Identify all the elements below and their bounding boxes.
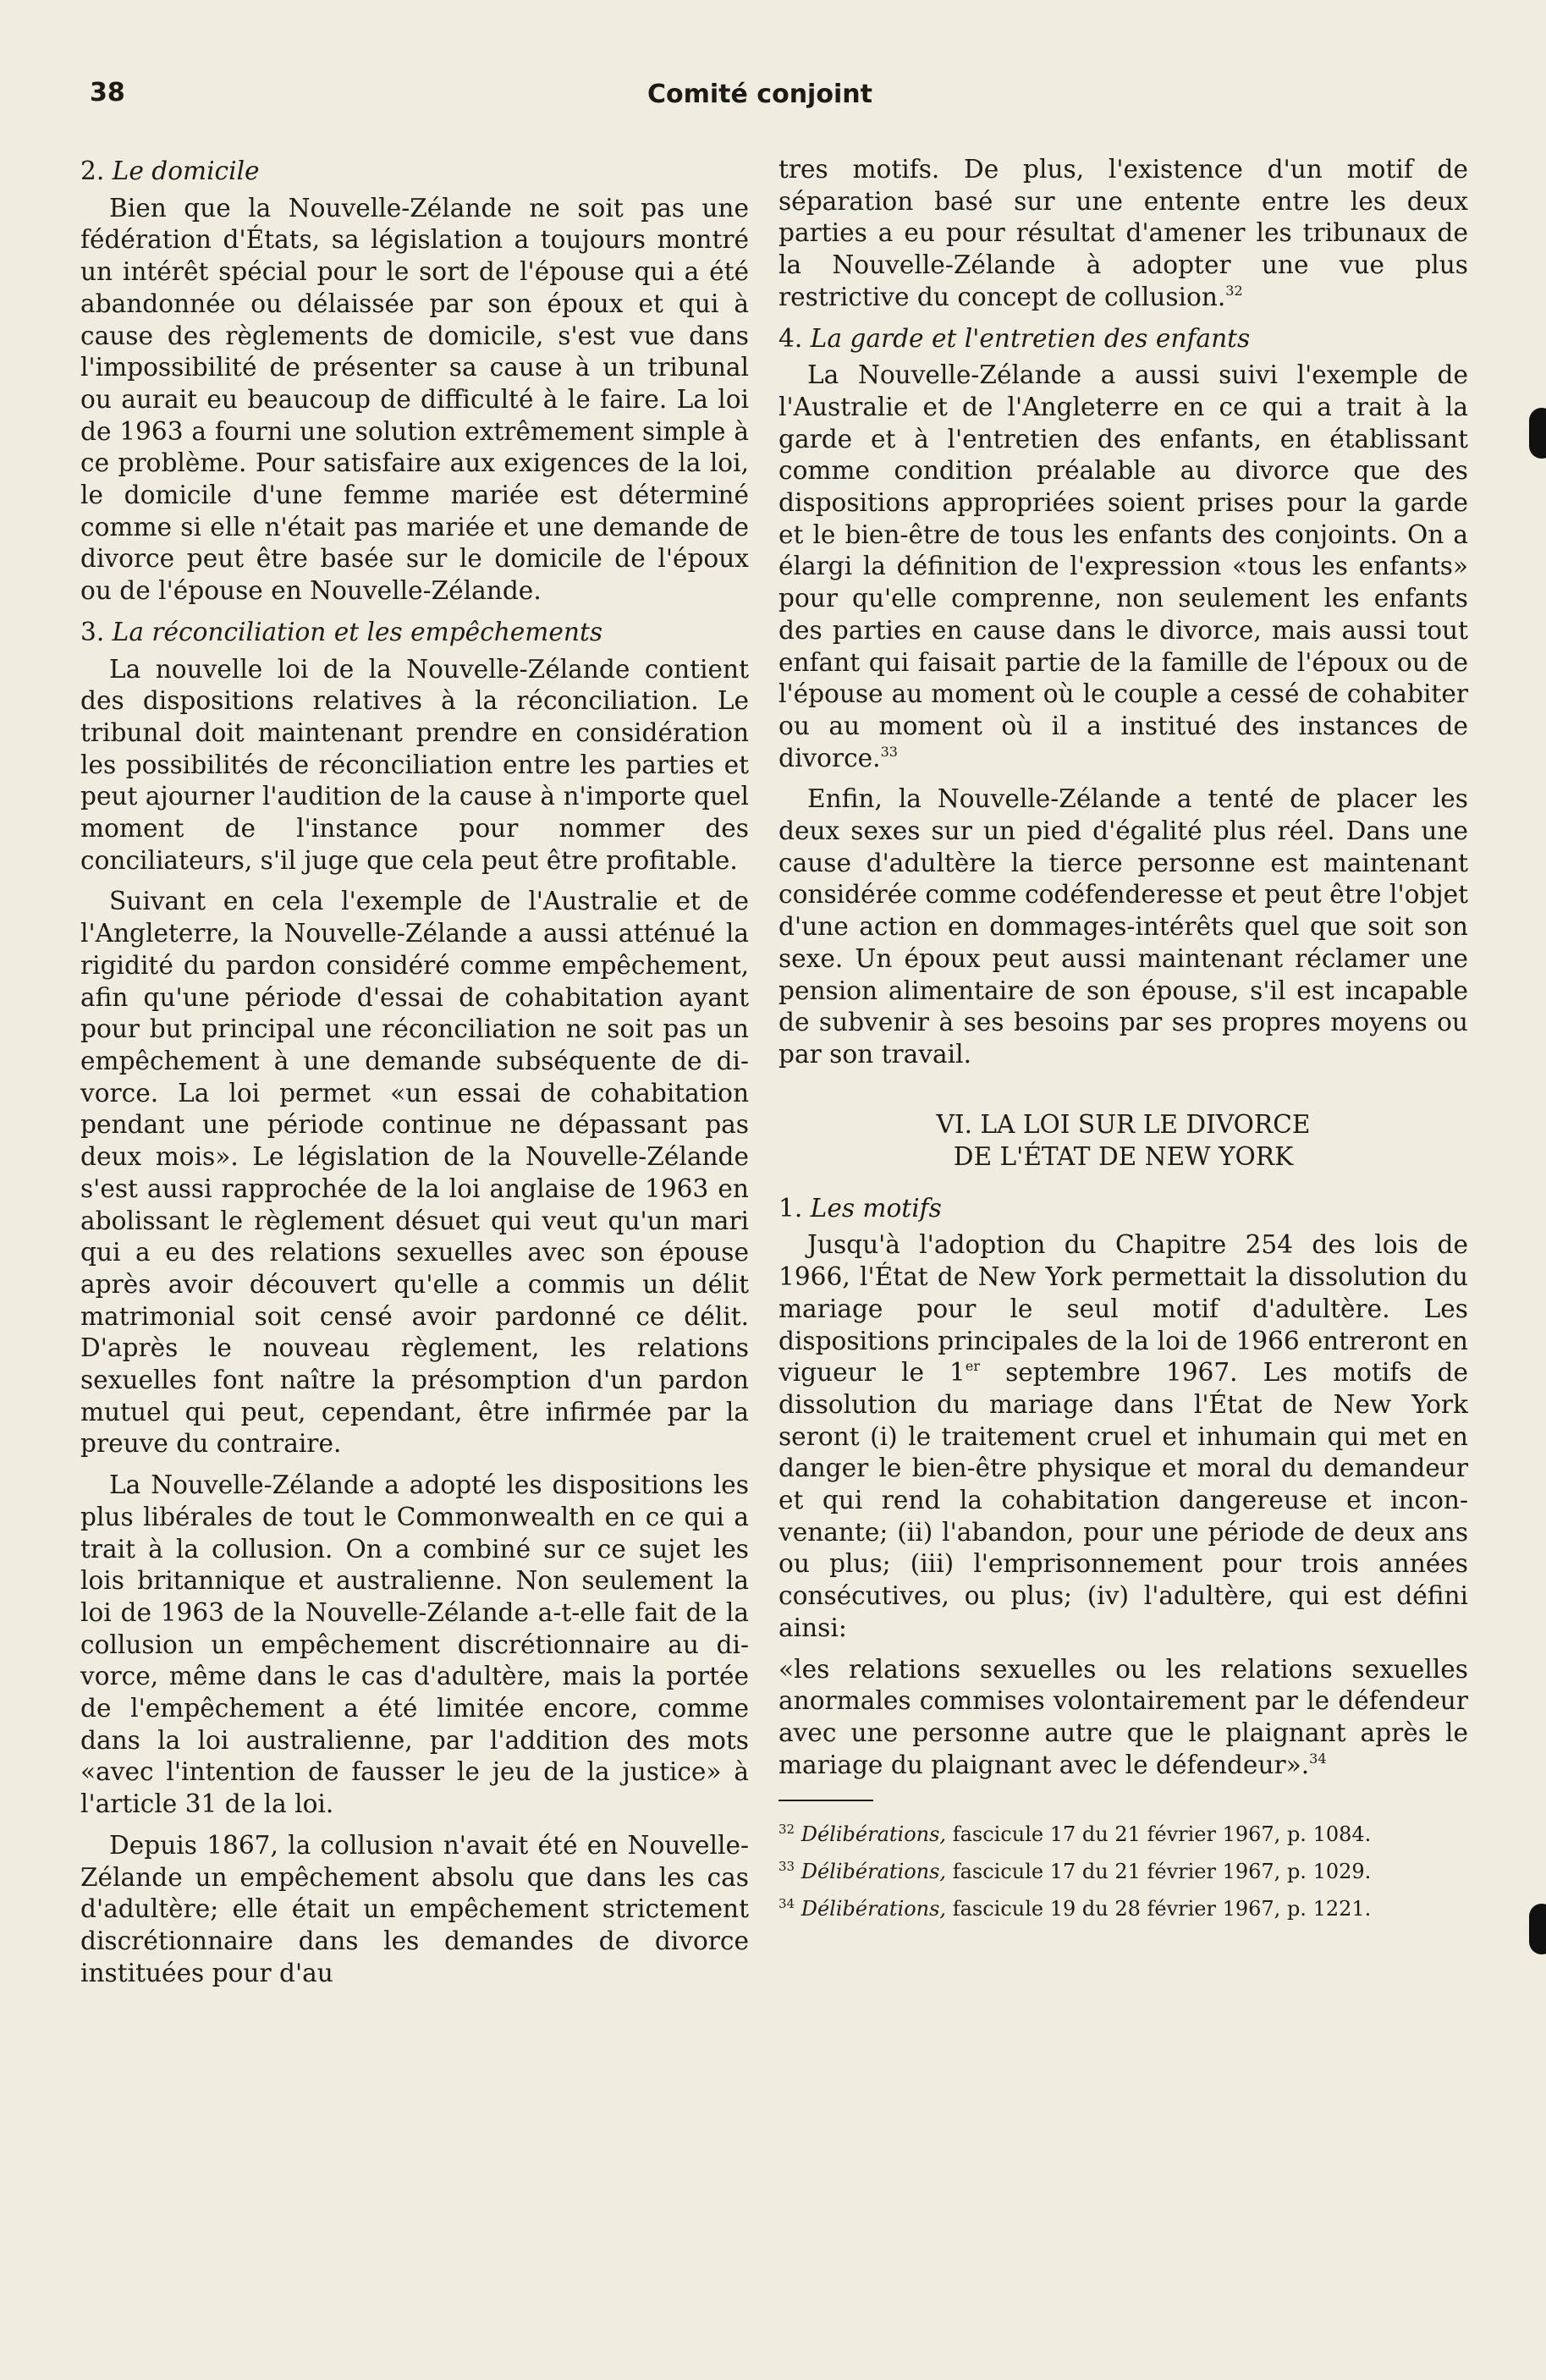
footnote-ref: 33 (880, 743, 898, 760)
section-title: La réconciliation et les empêchements (112, 617, 603, 646)
punch-hole (1529, 1904, 1546, 1954)
section-number: 3. (80, 617, 105, 646)
section-heading-reconciliation (80, 617, 749, 649)
left-column (80, 151, 749, 1998)
chapter-heading (779, 1108, 1468, 1173)
paragraph: Suivant en cela l'exemple de l'Australie et de l'Angleterre, la Nouvelle-Zélande a aussi atténué la rigidité du pardon considéré comme empêchement, afin qu'une période d'essai de cohabitation ayant pour but principal une réconciliation ne soit pas un empêchement à une demande subséquente de divorce. La loi permet «un essai de cohabitation pendant une période continue ne dépassant pas deux mois». Le législation de la Nouvelle-Zélande s'est aussi rapprochée de la loi anglaise de 1963 en abolissant le règlement désuet qui veut qu'un mari qui a eu des relations sexuelles avec son épouse après avoir découvert qu'elle a commis un délit matrimonial soit censé avoir pardonné ce délit. D'après le nouveau règlement, les relations sexuelles font naître la présomption d'un pardon mutuel qui peut, cependant, être infirmée par la preuve du contraire. (80, 887, 749, 1459)
paragraph (779, 154, 1468, 314)
footnote-ref: 34 (1309, 1750, 1327, 1767)
punch-hole (1529, 408, 1546, 459)
section-number: 2. (80, 157, 105, 185)
paragraph (779, 360, 1468, 774)
superscript: er (965, 1358, 980, 1375)
section-number: 1. (779, 1193, 803, 1223)
footnote-source: Délibérations, (801, 1897, 947, 1921)
quote-text: «les relations sexuelles ou les relations sexuelles anormales commises volontairement par le défendeur avec une personne autre que le plaignant après le mariage du plaignant avec le défendeur». (779, 1654, 1468, 1779)
chapter-line: DE L'ÉTAT DE NEW YORK (953, 1141, 1294, 1171)
section-number: 4. (779, 323, 803, 353)
footnote-source: Délibérations, (801, 1822, 947, 1847)
footnote-ref: 32 (1225, 282, 1243, 299)
paragraph (779, 1229, 1468, 1644)
section-title: Les motifs (810, 1193, 942, 1223)
section-heading-motifs (779, 1193, 1468, 1225)
block-quote (779, 1654, 1468, 1782)
right-column (779, 154, 1468, 1928)
footnote (779, 1817, 1468, 1847)
paragraph-text: tres motifs. De plus, l'existence d'un motif de séparation basé sur une entente entre les deux parties a eu pour résultat d'amener les tribunaux de la Nouvelle-Zélande à adopter une vue plus restrictive du concept de collusion. (779, 155, 1468, 311)
paragraph: Depuis 1867, la collusion n'avait été en Nouvelle-Zélande un empêchement absolu que dans les cas d'adultère; elle était un empêchement strictement discrétionnaire dans les demandes de divorce instituées pour d'au (80, 1830, 749, 1987)
running-title: Comité conjoint (647, 80, 872, 109)
paragraph-text: septembre 1967. Les motifs de dissolution du mariage dans l'État de New York seront (i) le traitement cruel et inhumain qui met en danger le bien-être physique et moral du demandeur et qui rend la cohabitation dangereuse et inconvenante; (ii) l'abandon, pour une période de deux ans ou plus; (iii) l'emprisonnement pour trois années consécutives, ou plus; (iv) l'adultère, qui est défini ainsi: (779, 1358, 1468, 1642)
section-heading-children (779, 323, 1468, 355)
paragraph: La Nouvelle-Zélande a adopté les dispositions les plus libérales de tout le Commonwealth en ce qui a trait à la collusion. On a combiné sur ce sujet les lois britannique et australienne. Non seulement la loi de 1963 de la Nouvelle-Zélande a-t-elle fait de la collusion un empêchement discrétionnaire au divorce, même dans le cas d'adultère, mais la portée de l'empêchement a été limitée encore, comme dans la loi australienne, par l'addition des mots «avec l'intention de fausser le jeu de la justice» à l'article 31 de la loi. (80, 1470, 749, 1819)
footnote-source: Délibérations, (801, 1860, 947, 1884)
paragraph: La nouvelle loi de la Nouvelle-Zélande contient des dispositions relatives à la réconciliation. Le tribunal doit maintenant prendre en considération les possibilités de réconciliation entre les parties et peut ajourner l'audition de la cause à n'importe quel moment de l'instance pour nommer des conciliateurs, s'il juge que cela peut être profitable. (80, 654, 749, 875)
footnote-number: 32 (779, 1822, 795, 1838)
section-title: La garde et l'entretien des enfants (810, 323, 1251, 353)
footnote (779, 1854, 1468, 1884)
footnote-number: 33 (779, 1859, 795, 1875)
paragraph: Enfin, la Nouvelle-Zélande a tenté de placer les deux sexes sur un pied d'égalité plus réel. Dans une cause d'adultère la tierce personne est maintenant considérée comme codéfenderesse et peut être l'objet d'une action en dommages-intérêts quel que soit son sexe. Un époux peut aussi maintenant réclamer une pension alimentaire de son épouse, s'il est incapable de subvenir à ses besoins par ses propres moyens ou par son travail. (779, 784, 1468, 1069)
footnote-text: fascicule 19 du 28 février 1967, p. 1221. (946, 1897, 1372, 1921)
paragraph-text: La Nouvelle-Zélande a aussi suivi l'exemple de l'Australie et de l'Angleterre en ce qui a trait à la garde et à l'entretien des enfants, en établissant comme condition préalable au divorce que des dispositions appropriées soient prises pour la garde et le bien-être de tous les enfants des conjoints. On a élargi la définition de l'expression «tous les enfants» pour qu'elle comprenne, non seulement les enfants des parties en cause dans le divorce, mais aussi tout enfant qui faisait partie de la famille de l'époux ou de l'épouse au moment où le couple a cessé de cohabiter ou au moment où il a institué des instances de divorce. (779, 360, 1468, 772)
paragraph-text: Jusqu'à l'adoption du Chapitre 254 des lois de 1966, l'État de New York permettait la dissolution du mariage pour le seul motif d'adultère. Les dispositions principales de la loi de 1966 entreront en vigueur le 1 (779, 1230, 1468, 1388)
footnote-number: 34 (779, 1896, 795, 1912)
footnote-text: fascicule 17 du 21 février 1967, p. 1029. (946, 1860, 1372, 1884)
paragraph: Bien que la Nouvelle-Zélande ne soit pas une fédération d'États, sa législation a toujours montré un intérêt spécial pour le sort de l'épouse qui a été abandonnée ou délaissée par son époux et qui à cause des règlements de domicile, s'est vue dans l'impossibilité de présenter sa cause à un tribunal ou aurait eu beaucoup de difficulté à le faire. La loi de 1963 a fourni une solution extrêmement simple à ce problème. Pour satisfaire aux exigences de la loi, le domicile d'une femme mariée est déterminé comme si elle n'était pas mariée et une demande de divorce peut être basée sur le domicile de l'époux ou de l'épouse en Nouvelle-Zélande. (80, 193, 749, 606)
footnote-divider (779, 1800, 873, 1801)
footnote-text: fascicule 17 du 21 février 1967, p. 1084. (946, 1822, 1372, 1847)
section-heading-domicile (80, 156, 749, 188)
footnote (779, 1891, 1468, 1921)
chapter-line: VI. LA LOI SUR LE DIVORCE (936, 1109, 1311, 1139)
section-title: Le domicile (112, 157, 260, 185)
page-number: 38 (90, 78, 125, 107)
